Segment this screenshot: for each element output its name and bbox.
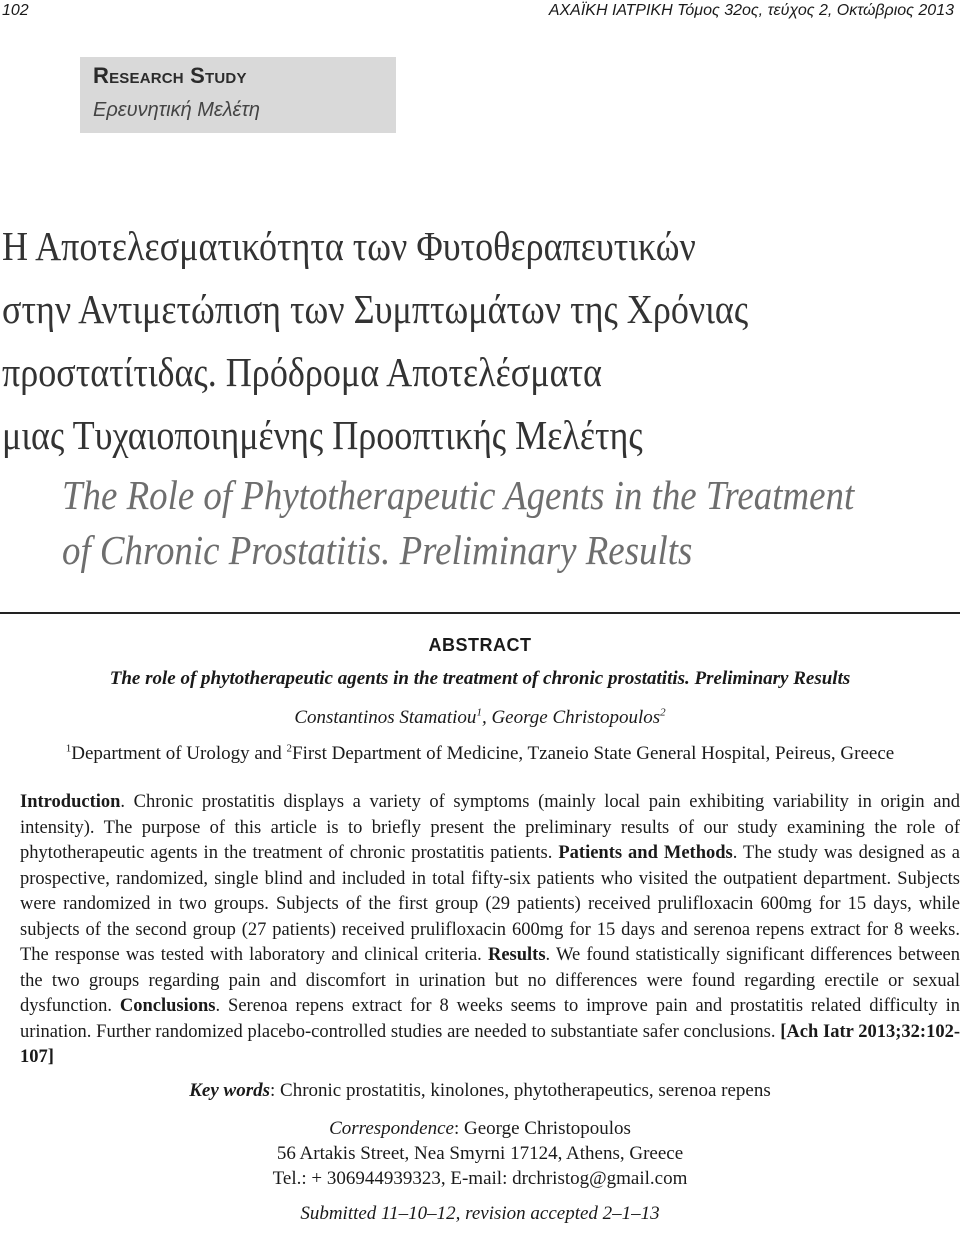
author-affiliation-mark: 2 (660, 706, 666, 719)
submission-dates: Submitted 11–10–12, revision accepted 2–1–13 (300, 1203, 660, 1224)
keywords-text: : Chronic prostatitis, kinolones, phytotherapeutics, serenoa repens (270, 1080, 771, 1101)
author-affiliation-mark: 1 (476, 706, 482, 719)
correspondence (0, 1116, 960, 1191)
correspondence-label: Correspondence (329, 1118, 454, 1139)
divider (0, 612, 960, 614)
abstract-section-text: . Serenoa repens extract for 8 weeks seems to improve pain and prostatitis related difficulty in urination. Further randomized placebo-controlled studies are needed to substantiate safer conclusions. (20, 996, 960, 1042)
keywords (0, 1080, 960, 1102)
affiliation-mark: 1 (65, 742, 72, 755)
citation: [Ach Iatr 2013;32:102-107] (20, 1021, 960, 1067)
section-banner (80, 57, 396, 133)
title-greek-line: μιας Τυχαιοποιημένης Προοπτικής Μελέτης (2, 412, 643, 458)
abstract-section-text: . Chronic prostatitis displays a variety of symptoms (mainly local pain exhibiting variability in origin and intensity). The purpose of this article is to briefly present the preliminary results of our study examining the role of phytotherapeutic agents in the treatment of chronic prostatitis patients. (20, 792, 960, 863)
keywords-label: Key words (189, 1080, 270, 1101)
abstract-section-label: Conclusions (119, 996, 216, 1016)
abstract-section-label: Results (487, 945, 546, 965)
correspondence-address: 56 Artakis Street, Nea Smyrni 17124, Athens, Greece (276, 1143, 684, 1164)
section-label-gr: Ερευνητική Μελέτη (93, 99, 260, 121)
abstract-section-label: Patients and Methods (558, 843, 733, 863)
abstract-section-label: Introduction (20, 792, 121, 812)
correspondence-name: : George Christopoulos (453, 1118, 631, 1139)
author-list (0, 707, 960, 729)
title-english-line: of Chronic Prostatitis. Preliminary Results (62, 527, 693, 573)
title-greek-line: προστατίτιδας. Πρόδρομα Αποτελέσματα (2, 349, 602, 395)
journal-header: ΑΧΑΪΚΗ ΙΑΤΡΙΚΗ Τόμος 32ος, τεύχος 2, Οκτώβριος 2013 (548, 2, 954, 19)
abstract-heading: ABSTRACT (428, 635, 532, 655)
correspondence-name-line (0, 1116, 960, 1141)
title-english (62, 468, 863, 578)
title-greek-line: στην Αντιμετώπιση των Συμπτωμάτων της Χρόνιας (2, 286, 749, 332)
affiliation-mark: 2 (286, 742, 293, 755)
abstract-title: The role of phytotherapeutic agents in the treatment of chronic prostatitis. Preliminary Results (109, 668, 851, 689)
page-number: 102 (2, 2, 29, 19)
author-name: George Christopoulos (491, 707, 661, 728)
correspondence-contact: Tel.: + 306944939323, E-mail: drchristog@gmail.com (272, 1168, 688, 1189)
abstract-body (20, 790, 960, 1071)
title-greek (2, 215, 838, 467)
affiliation-text: First Department of Medicine, Tzaneio State General Hospital, Peireus, Greece (292, 743, 895, 764)
author-separator: , (481, 707, 492, 728)
abstract-section-text: . The study was designed as a prospective, randomized, single blind and included in total fifty-six patients who visited the outpatient department. Subjects were randomized in two groups. Subjects of the first group (29 patients) received prulifloxacin 600mg for 15 days, while subjects of the second group (27 patients) received prulifloxacin 600mg for 15 days and serenoa repens extract for 8 weeks. The response was tested with laboratory and clinical criteria. (20, 843, 960, 965)
abstract-section-text: . We found statistically significant differences between the two groups regarding pain and discomfort in urination but no differences were found regarding erectile or sexual dysfunction. (20, 945, 960, 1016)
title-greek-line: Η Αποτελεσματικότητα των Φυτοθεραπευτικών (2, 223, 696, 269)
affiliation-text: Department of Urology and (71, 743, 287, 764)
section-label-en: Research Study (93, 63, 247, 88)
title-english-line: The Role of Phytotherapeutic Agents in the Treatment (62, 472, 855, 518)
affiliations (0, 743, 960, 765)
author-name: Constantinos Stamatiou (294, 707, 477, 728)
